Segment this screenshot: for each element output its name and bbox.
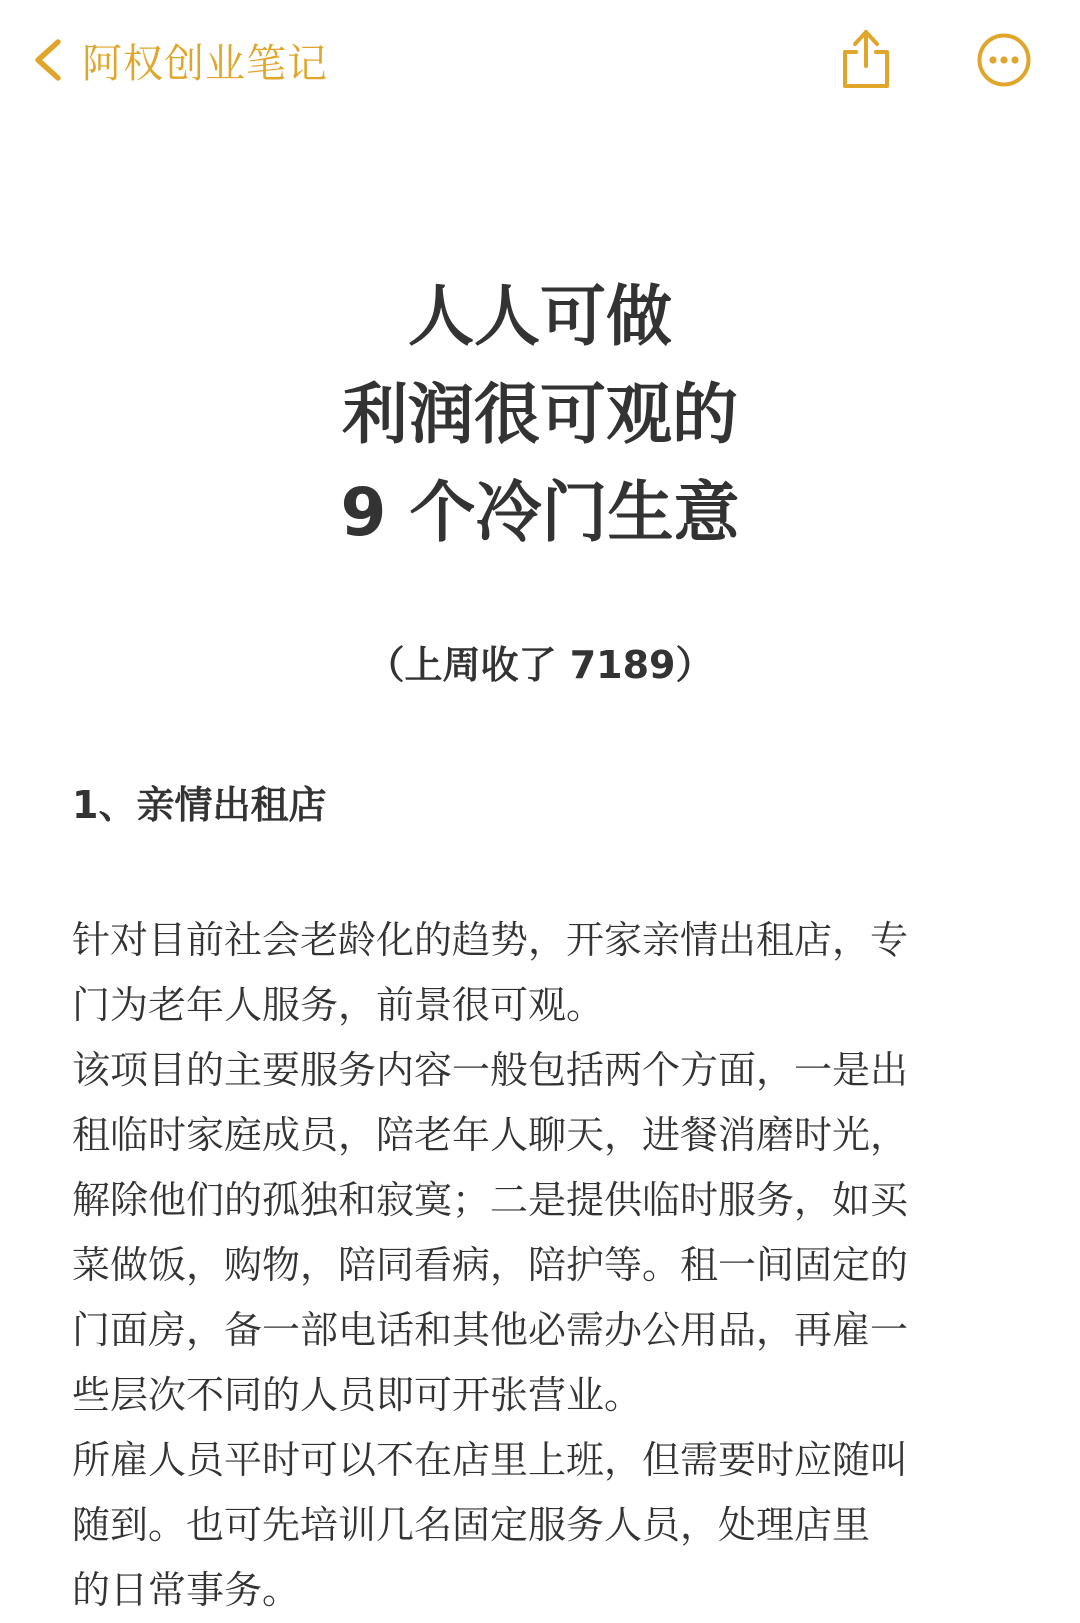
body-line: 菜做饭，购物，陪同看病，陪护等。租一间固定的 (72, 1243, 909, 1287)
title-line-1: 人人可做 (408, 278, 672, 355)
article-title (0, 268, 1080, 562)
top-navigation-bar (0, 0, 1080, 120)
share-icon[interactable] (838, 26, 894, 92)
article-subtitle: （上周收了 7189） (366, 643, 714, 687)
article-body (72, 908, 1012, 1623)
body-line: 些层次不同的人员即可开张营业。 (72, 1373, 643, 1417)
body-line: 随到。也可先培训几名固定服务人员，处理店里 (72, 1503, 871, 1547)
body-line: 针对目前社会老龄化的趋势，开家亲情出租店，专 (72, 918, 909, 962)
body-line: 门为老年人服务，前景很可观。 (72, 983, 605, 1027)
chevron-left-icon (30, 36, 66, 84)
title-line-3: 9 个冷门生意 (340, 474, 740, 551)
body-line: 所雇人员平时可以不在店里上班，但需要时应随叫 (72, 1438, 909, 1482)
body-line: 租临时家庭成员，陪老年人聊天，进餐消磨时光， (72, 1113, 909, 1157)
section-heading: 1、亲情出租店 (72, 783, 327, 827)
more-icon[interactable] (976, 32, 1032, 88)
back-button-label: 阿权创业笔记 (82, 40, 328, 87)
body-line: 该项目的主要服务内容一般包括两个方面，一是出 (72, 1048, 909, 1092)
body-line: 的日常事务。 (72, 1568, 301, 1612)
body-line: 解除他们的孤独和寂寞；二是提供临时服务，如买 (72, 1178, 909, 1222)
title-line-2: 利润很可观的 (342, 376, 738, 453)
body-line: 门面房，备一部电话和其他必需办公用品，再雇一 (72, 1308, 909, 1352)
back-button[interactable] (30, 30, 328, 90)
